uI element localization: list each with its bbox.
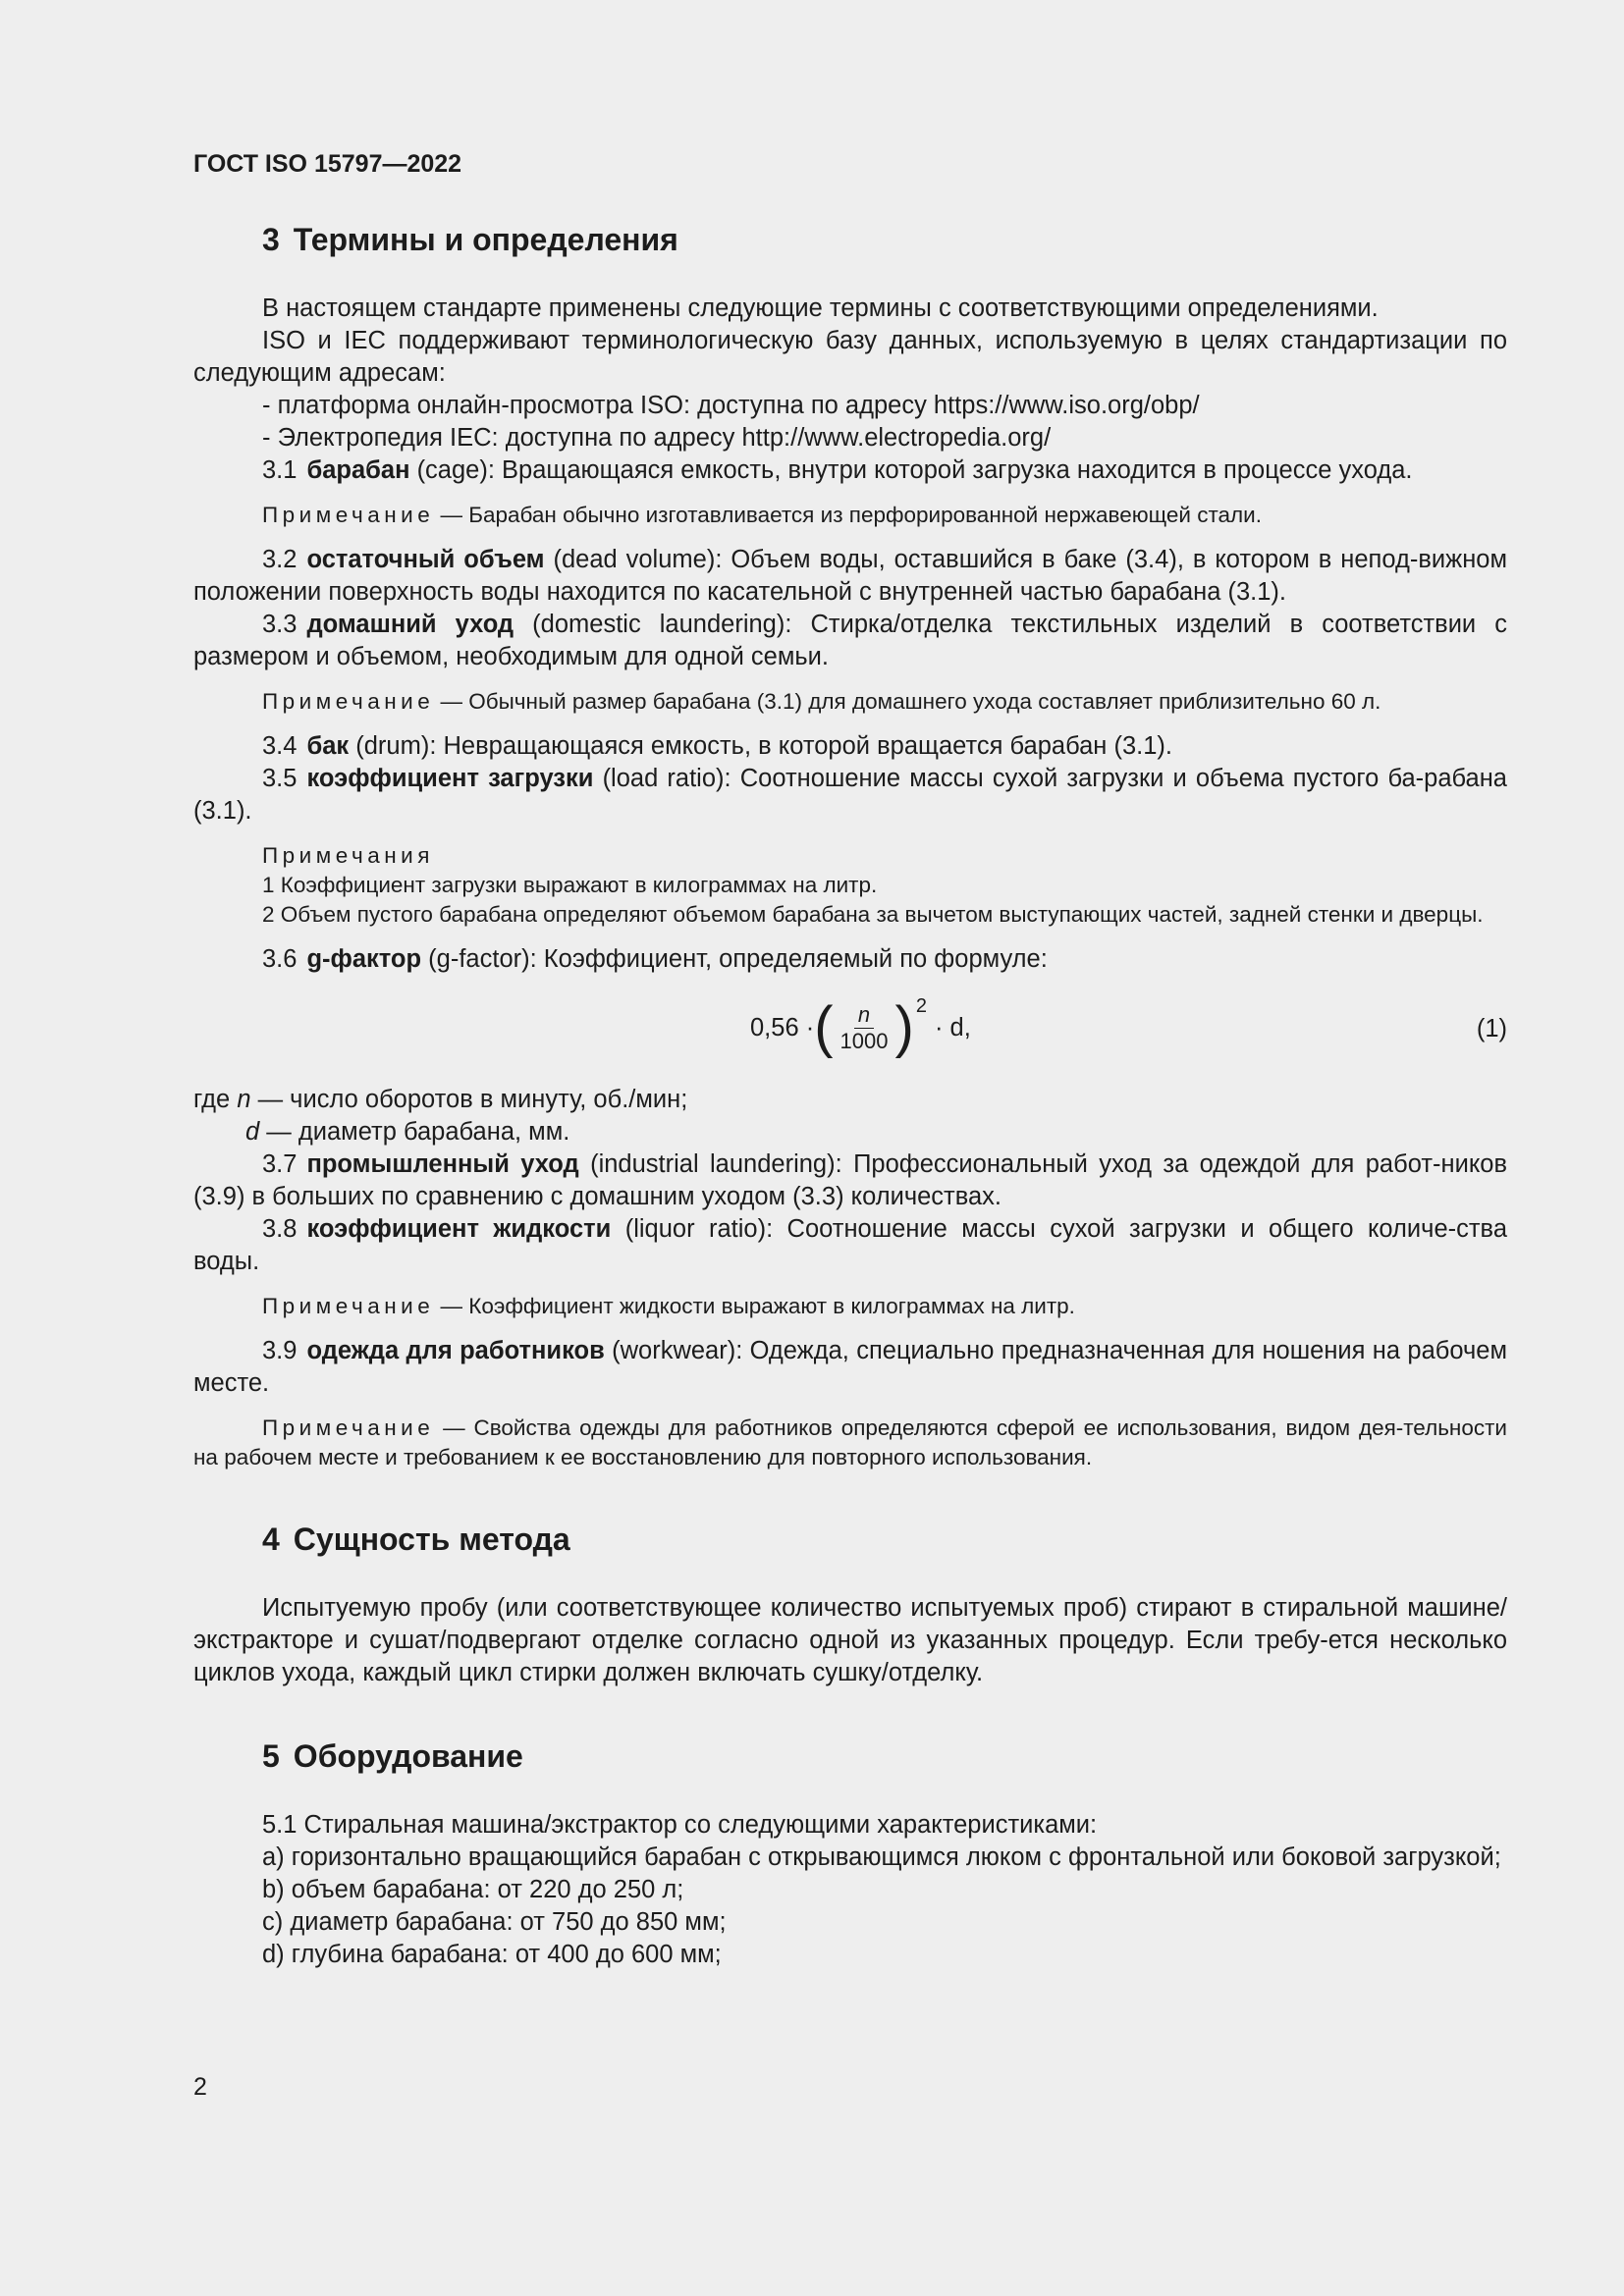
clause-5-1: 5.1 Стиральная машина/экстрактор со следующими характеристиками: (262, 1811, 1098, 1839)
term-number: 3.4 (262, 732, 298, 760)
page-content (193, 147, 1507, 1971)
section-4-heading (193, 1520, 1507, 1559)
section-title: Сущность метода (293, 1522, 570, 1557)
note (193, 501, 1507, 530)
variable-description: — число оборотов в минуту, об./мин; (250, 1086, 688, 1113)
term-3-9 (193, 1335, 1507, 1400)
section-5-heading (193, 1736, 1507, 1776)
term-name: остаточный объем (306, 546, 545, 573)
list-item-a: a) горизонтально вращающийся барабан с открывающимся люком с фронтальной или боковой загрузкой; (262, 1843, 1501, 1871)
variable-d: d (245, 1118, 260, 1146)
term-name: домашний уход (306, 611, 514, 638)
term-name: коэффициент загрузки (306, 765, 594, 792)
note-label: Примечание (262, 1294, 435, 1318)
g-factor-formula (750, 994, 971, 1059)
section-3-heading (193, 220, 1507, 259)
notes-block (193, 841, 1507, 930)
variable-n: n (237, 1086, 251, 1113)
where-line (193, 1116, 1507, 1148)
term-name: бак (306, 732, 350, 760)
equation-number: (1) (1476, 1015, 1507, 1042)
term-number: 3.3 (262, 611, 298, 638)
right-paren: ) (894, 995, 914, 1059)
section-number: 5 (262, 1738, 280, 1774)
list-item-c: c) диаметр барабана: от 750 до 850 мм; (262, 1908, 727, 1936)
note-text: — Коэффициент жидкости выражают в килограммах на литр. (434, 1294, 1075, 1318)
fraction (837, 1002, 893, 1054)
note (193, 687, 1507, 717)
list-item: - платформа онлайн-просмотра ISO: доступна по адресу https://www.iso.org/obp/ (262, 392, 1200, 419)
list-item-b: b) объем барабана: от 220 до 250 л; (262, 1876, 684, 1903)
formula-tail: · d, (934, 1013, 971, 1041)
term-number: 3.6 (262, 945, 298, 973)
term-3-5 (193, 763, 1507, 828)
formula-row (193, 988, 1507, 1070)
note-text: — Обычный размер барабана (3.1) для домашнего ухода составляет приблизительно 60 л. (434, 689, 1381, 714)
note (193, 1292, 1507, 1321)
term-definition: (dead volume): Объем воды, оставшийся в баке (3.4), в котором в непод-вижном положении поверхность воды находится по касательной с внутренней частью барабана (3.1). (193, 546, 1507, 606)
term-definition: (g-factor): Коэффициент, определяемый по формуле: (421, 945, 1048, 973)
term-name: промышленный уход (306, 1150, 579, 1178)
list-item: - Электропедия IEC: доступна по адресу http://www.electropedia.org/ (262, 424, 1052, 452)
term-3-7 (193, 1148, 1507, 1213)
term-3-1 (193, 454, 1507, 487)
term-definition: (cage): Вращающаяся емкость, внутри которой загрузка находится в процессе ухода. (409, 456, 1413, 484)
term-number: 3.7 (262, 1150, 298, 1178)
term-definition: (load ratio): Соотношение массы сухой загрузки и объема пустого ба-рабана (3.1). (193, 765, 1507, 825)
section-number: 3 (262, 222, 280, 257)
left-paren: ( (814, 995, 834, 1059)
document-header: ГОСТ ISO 15797—2022 (193, 150, 462, 178)
term-3-2 (193, 544, 1507, 609)
formula-exponent: 2 (915, 994, 927, 1017)
term-number: 3.2 (262, 546, 298, 573)
notes-label: Примечания (262, 843, 434, 868)
term-3-6 (193, 943, 1507, 976)
term-number: 3.5 (262, 765, 298, 792)
term-definition: (drum): Невращающаяся емкость, в которой вращается барабан (3.1). (349, 732, 1172, 760)
term-name: коэффициент жидкости (306, 1215, 612, 1243)
note-item: 2 Объем пустого барабана определяют объемом барабана за вычетом выступающих частей, задней стенки и дверцы. (262, 902, 1484, 927)
intro-paragraph: В настоящем стандарте применены следующие термины с соответствующими определениями. (262, 294, 1379, 322)
term-number: 3.1 (262, 456, 298, 484)
term-name: барабан (306, 456, 410, 484)
term-definition: (industrial laundering): Профессиональный уход за одеждой для работ-ников (3.9) в больших по сравнению с домашним уходом (3.3) количествах. (193, 1150, 1507, 1210)
term-3-8 (193, 1213, 1507, 1278)
term-name: g-фактор (306, 945, 422, 973)
section-number: 4 (262, 1522, 280, 1557)
note-label: Примечание (262, 503, 435, 527)
formula-coefficient: 0,56 · (750, 1013, 815, 1041)
term-definition: (liquor ratio): Соотношение массы сухой загрузки и общего количе-ства воды. (193, 1215, 1507, 1275)
where-line (193, 1084, 1507, 1116)
list-item-d: d) глубина барабана: от 400 до 600 мм; (262, 1941, 722, 1968)
section-title: Термины и определения (293, 222, 678, 257)
note-label: Примечание (262, 1415, 435, 1440)
note (193, 1414, 1507, 1472)
section-title: Оборудование (293, 1738, 523, 1774)
section-4-paragraph: Испытуемую пробу (или соответствующее количество испытуемых проб) стирают в стиральной машине/экстракторе и сушат/подвергают отделке согласно одной из указанных процедур. Если требу-ется несколько циклов ухода, каждый цикл стирки должен включать сушку/отделку. (193, 1594, 1507, 1686)
page-number: 2 (193, 2073, 207, 2101)
term-3-3 (193, 609, 1507, 673)
note-item: 1 Коэффициент загрузки выражают в килограммах на литр. (262, 873, 878, 897)
fraction-denominator: 1000 (839, 1028, 889, 1053)
term-name: одежда для работников (306, 1337, 605, 1364)
note-text: — Барабан обычно изготавливается из перфорированной нержавеющей стали. (434, 503, 1262, 527)
term-definition: (domestic laundering): Стирка/отделка текстильных изделий в соответствии с размером и объемом, необходимым для одной семьи. (193, 611, 1507, 670)
variable-description: — диаметр барабана, мм. (259, 1118, 570, 1146)
fraction-numerator: n (854, 1002, 874, 1029)
note-text: — Свойства одежды для работников определяются сферой ее использования, видом дея-тельности на рабочем месте и требованием к ее восстановлению для повторного использования. (193, 1415, 1507, 1469)
term-number: 3.8 (262, 1215, 298, 1243)
term-number: 3.9 (262, 1337, 298, 1364)
term-definition: (workwear): Одежда, специально предназначенная для ношения на рабочем месте. (193, 1337, 1507, 1397)
term-3-4 (193, 730, 1507, 763)
where-prefix: где (193, 1086, 238, 1113)
intro-paragraph: ISO и IEC поддерживают терминологическую базу данных, используемую в целях стандартизации по следующим адресам: (193, 327, 1507, 387)
note-label: Примечание (262, 689, 435, 714)
